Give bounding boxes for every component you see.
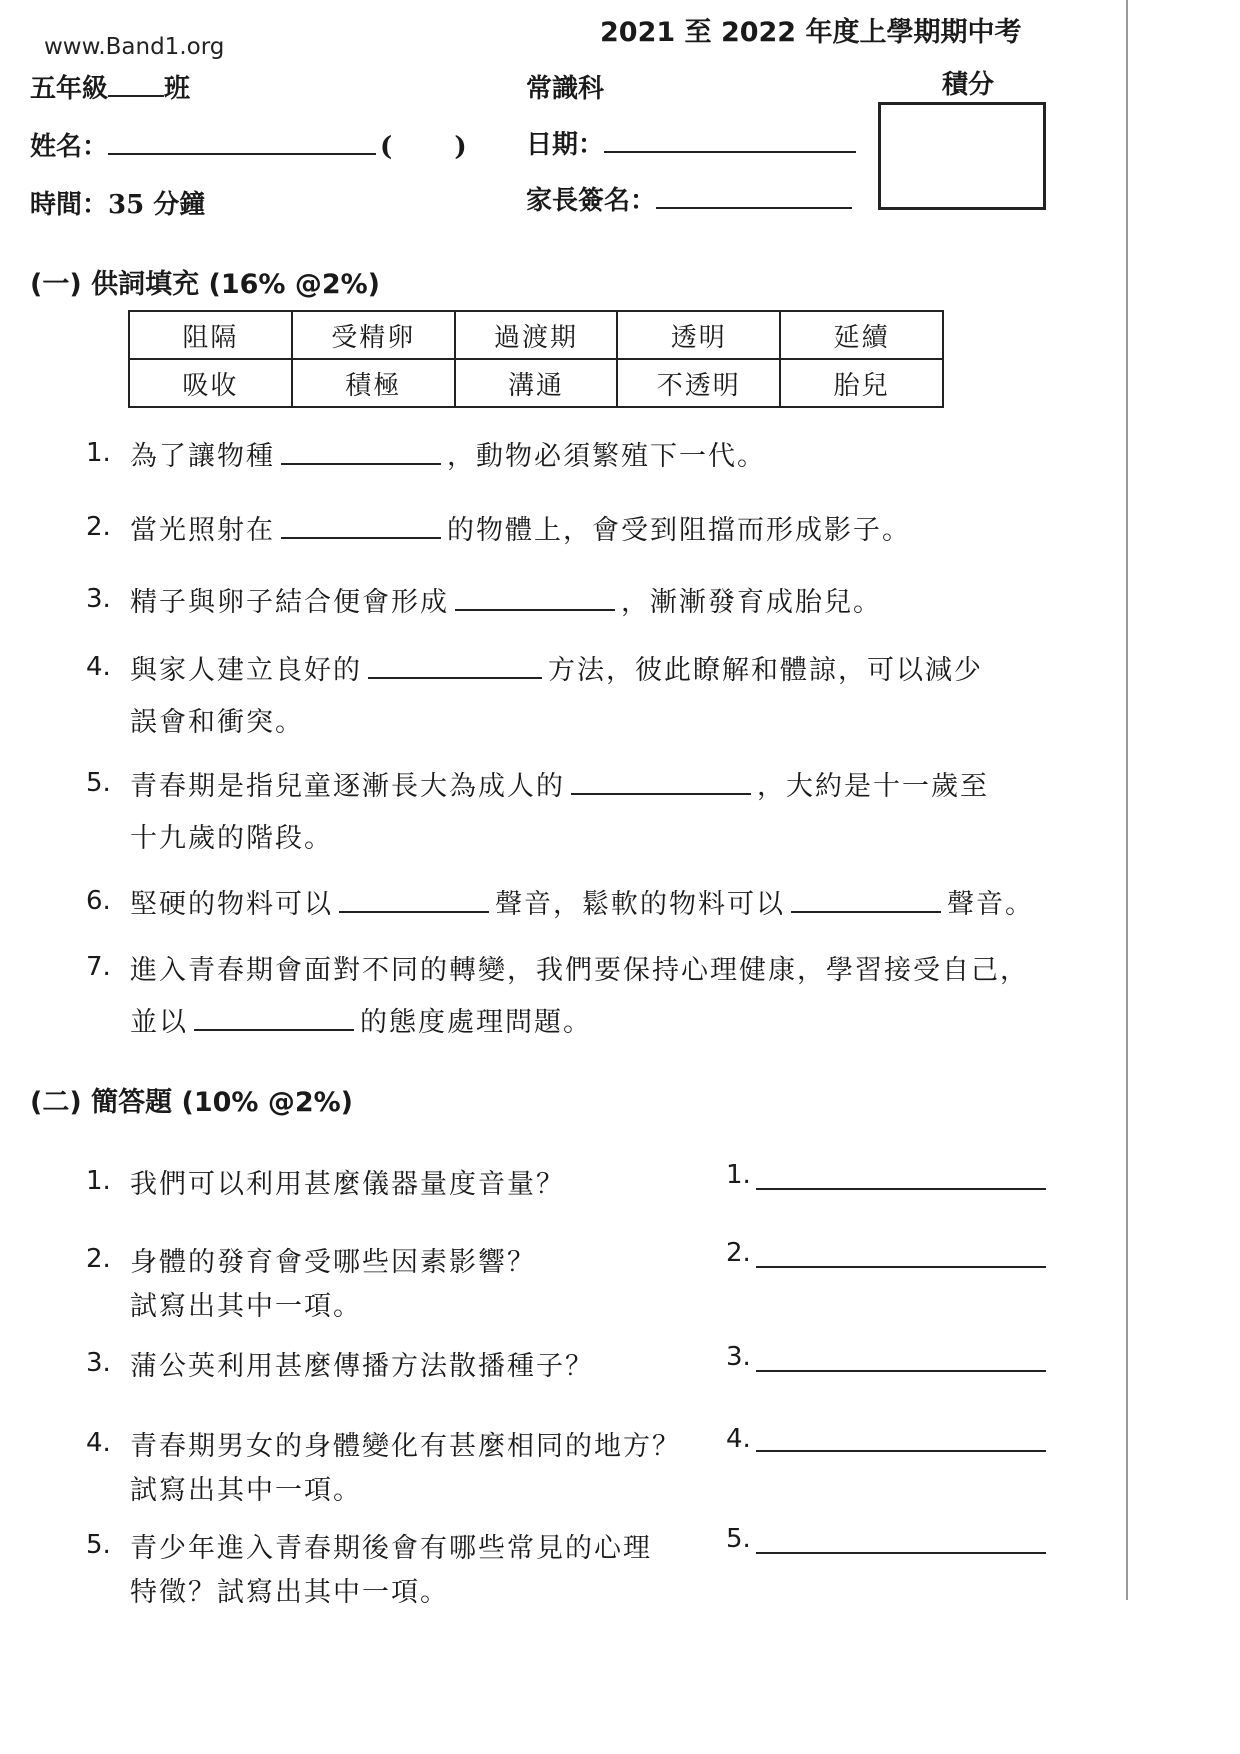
grade-suffix: 班: [164, 74, 191, 104]
question-text-line2: 試寫出其中一項。: [130, 1475, 362, 1506]
word-bank-cell: 過渡期: [455, 311, 618, 359]
answer-line[interactable]: [756, 1448, 1046, 1452]
word-bank-row: [129, 311, 943, 359]
score-box[interactable]: [878, 102, 1046, 210]
subject-label: 常識科: [526, 74, 605, 104]
answer-line[interactable]: [756, 1368, 1046, 1372]
question-text: 我們可以利用甚麼儀器量度音量？: [130, 1169, 565, 1200]
grade-prefix: 五年級: [30, 74, 109, 104]
answer-number: 4.: [726, 1424, 751, 1454]
class-number-paren-open: (: [380, 132, 393, 162]
answer-line[interactable]: [756, 1550, 1046, 1554]
watermark-text: www.Band1.org: [44, 34, 225, 60]
section1-title: (一) 供詞填充 (16% @2%): [30, 269, 381, 300]
word-bank-cell: 透明: [617, 311, 780, 359]
question-text: 當光照射在: [130, 515, 275, 546]
name-blank[interactable]: [108, 129, 376, 155]
name-field: [30, 126, 467, 163]
fill-question: [130, 434, 766, 473]
question-number: 1.: [86, 438, 111, 468]
question-text: 蒲公英利用甚麼傳播方法散播種子？: [130, 1351, 594, 1382]
parent-sign-field: [526, 180, 852, 217]
question-number: 5.: [86, 768, 111, 798]
answer-blank[interactable]: [455, 587, 615, 611]
answer-number: 1.: [726, 1160, 751, 1190]
answer-blank[interactable]: [368, 655, 542, 679]
answer-line[interactable]: [756, 1186, 1046, 1190]
question-number: 6.: [86, 886, 111, 916]
fill-question: [130, 764, 989, 803]
answer-number: 3.: [726, 1342, 751, 1372]
question-text: 青春期是指兒童逐漸長大為成人的: [130, 771, 565, 802]
answer-line[interactable]: [756, 1264, 1046, 1268]
question-text: ，大約是十一歲至: [757, 771, 989, 802]
answer-blank[interactable]: [281, 441, 441, 465]
time-label: 時間：35 分鐘: [30, 190, 206, 220]
question-text: 青春期男女的身體變化有甚麼相同的地方？: [130, 1431, 681, 1462]
date-label: 日期：: [526, 130, 605, 160]
answer-number: 2.: [726, 1238, 751, 1268]
question-text-line2: 誤會和衝突。: [130, 707, 304, 738]
question-text: 的態度處理問題。: [360, 1007, 592, 1038]
question-text: ，動物必須繁殖下一代。: [447, 441, 766, 472]
question-text: 堅硬的物料可以: [130, 889, 333, 920]
answer-number: 5.: [726, 1524, 751, 1554]
fill-question: [130, 648, 983, 687]
fill-question: [130, 508, 911, 547]
parent-sign-label: 家長簽名：: [526, 186, 657, 216]
word-bank-table: [128, 310, 944, 408]
word-bank-cell: 溝通: [455, 359, 618, 407]
question-text: 聲音，鬆軟的物料可以: [495, 889, 785, 920]
question-number: 4.: [86, 1428, 111, 1458]
question-number: 4.: [86, 652, 111, 682]
question-number: 3.: [86, 584, 111, 614]
question-text: 精子與卵子結合便會形成: [130, 587, 449, 618]
question-number: 2.: [86, 1244, 111, 1274]
word-bank-cell: 受精卵: [292, 311, 455, 359]
question-text-line2: 十九歲的階段。: [130, 823, 333, 854]
word-bank-cell: 積極: [292, 359, 455, 407]
question-number: 7.: [86, 952, 111, 982]
answer-blank[interactable]: [194, 1007, 354, 1031]
question-text: 並以: [130, 1007, 188, 1038]
question-number: 1.: [86, 1166, 111, 1196]
question-number: 5.: [86, 1530, 111, 1560]
parent-sign-blank[interactable]: [656, 183, 852, 209]
question-text: 進入青春期會面對不同的轉變，我們要保持心理健康，學習接受自己，: [130, 955, 1029, 986]
answer-blank[interactable]: [281, 515, 441, 539]
question-number: 3.: [86, 1348, 111, 1378]
question-text-line2: 特徵？試寫出其中一項。: [130, 1577, 449, 1608]
question-text-line2: 試寫出其中一項。: [130, 1291, 362, 1322]
fill-question: [130, 580, 882, 619]
question-text: ，漸漸發育成胎兒。: [621, 587, 882, 618]
question-text: 方法，彼此瞭解和體諒，可以減少: [548, 655, 983, 686]
exam-title: 2021 至 2022 年度上學期期中考: [600, 17, 1022, 48]
word-bank-cell: 吸收: [129, 359, 292, 407]
page-edge-line: [1126, 0, 1128, 1600]
answer-blank[interactable]: [571, 771, 751, 795]
question-text: 與家人建立良好的: [130, 655, 362, 686]
fill-question: [130, 882, 1034, 921]
grade-field: [30, 68, 190, 105]
question-text: 的物體上，會受到阻擋而形成影子。: [447, 515, 911, 546]
answer-blank[interactable]: [791, 889, 941, 913]
answer-blank[interactable]: [339, 889, 489, 913]
date-field: [526, 124, 856, 161]
question-text: 身體的發育會受哪些因素影響？: [130, 1247, 536, 1278]
question-text: 青少年進入青春期後會有哪些常見的心理: [130, 1533, 652, 1564]
question-text: 聲音。: [947, 889, 1034, 920]
word-bank-cell: 延續: [780, 311, 943, 359]
fill-question-line2: [130, 1000, 592, 1039]
date-blank[interactable]: [604, 127, 856, 153]
class-blank[interactable]: [108, 71, 164, 97]
question-number: 2.: [86, 512, 111, 542]
class-number-paren-close: ): [454, 132, 467, 162]
question-text: 為了讓物種: [130, 441, 275, 472]
word-bank-cell: 胎兒: [780, 359, 943, 407]
word-bank-cell: 阻隔: [129, 311, 292, 359]
word-bank-cell: 不透明: [617, 359, 780, 407]
score-label: 積分: [942, 70, 995, 100]
word-bank-row: [129, 359, 943, 407]
section2-title: (二) 簡答題 (10% @2%): [30, 1087, 354, 1118]
name-label: 姓名：: [30, 132, 109, 162]
